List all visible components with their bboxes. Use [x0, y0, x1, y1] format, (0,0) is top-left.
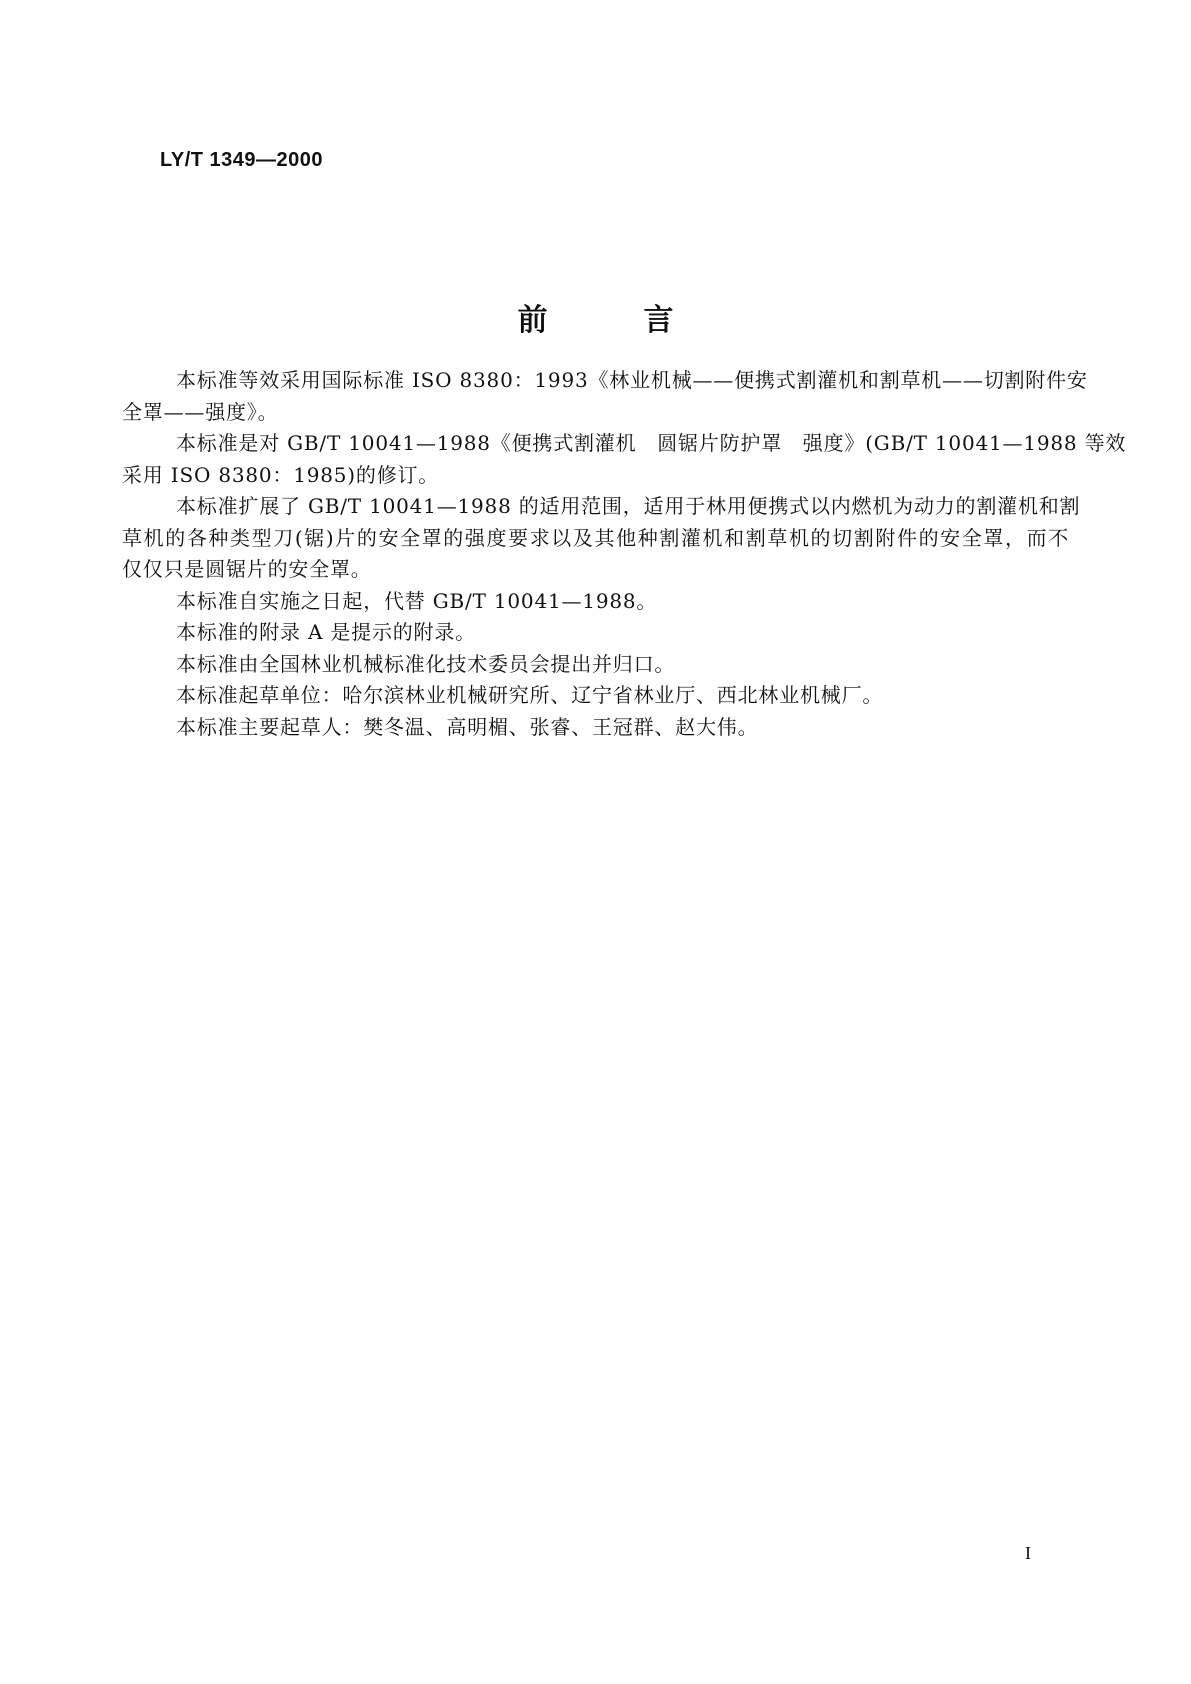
paragraph-line: 全罩——强度》。 — [122, 399, 279, 424]
paragraph-line: 本标准扩展了 GB/T 10041—1988 的适用范围，适用于林用便携式以内燃机为动力的割灌机和割 — [176, 494, 1081, 518]
paragraph-line: 草机的各种类型刀(锯)片的安全罩的强度要求以及其他种割灌机和割草机的切割附件的安全罩，而不 — [122, 525, 1069, 550]
paragraph-line: 本标准起草单位：哈尔滨林业机械研究所、辽宁省林业厅、西北林业机械厂。 — [176, 683, 884, 707]
paragraph-replacement — [122, 586, 1069, 618]
paragraph-adoption — [122, 365, 1088, 428]
paragraph-line: 采用 ISO 8380：1985)的修订。 — [122, 462, 440, 487]
paragraph-line: 本标准由全国林业机械标准化技术委员会提出并归口。 — [176, 651, 676, 676]
paragraph-line: 仅仅只是圆锯片的安全罩。 — [122, 557, 372, 581]
paragraph-line: 本标准等效采用国际标准 ISO 8380：1993《林业机械——便携式割灌机和割草机——切割附件安 — [176, 368, 1088, 392]
paragraph-revision — [122, 428, 1127, 491]
paragraph-line: 本标准主要起草人：樊冬温、高明楣、张睿、王冠群、赵大伟。 — [176, 714, 759, 739]
paragraph-line: 本标准的附录 A 是提示的附录。 — [176, 620, 476, 644]
page-number: I — [1025, 1543, 1031, 1563]
standard-code: LY/T 1349—2000 — [160, 149, 324, 171]
page-title: 前言 — [517, 303, 770, 338]
document-body — [122, 365, 1127, 743]
paragraph-drafting-units — [122, 680, 1069, 712]
paragraph-line: 本标准是对 GB/T 10041—1988《便携式割灌机 圆锯片防护罩 强度》(GB/T 10041—1988 等效 — [176, 431, 1127, 455]
paragraph-appendix — [122, 617, 1069, 649]
paragraph-proposer — [122, 649, 1069, 681]
paragraph-line: 本标准自实施之日起，代替 GB/T 10041—1988。 — [176, 588, 658, 613]
paragraph-drafters — [122, 712, 1069, 744]
paragraph-scope — [122, 491, 1081, 586]
